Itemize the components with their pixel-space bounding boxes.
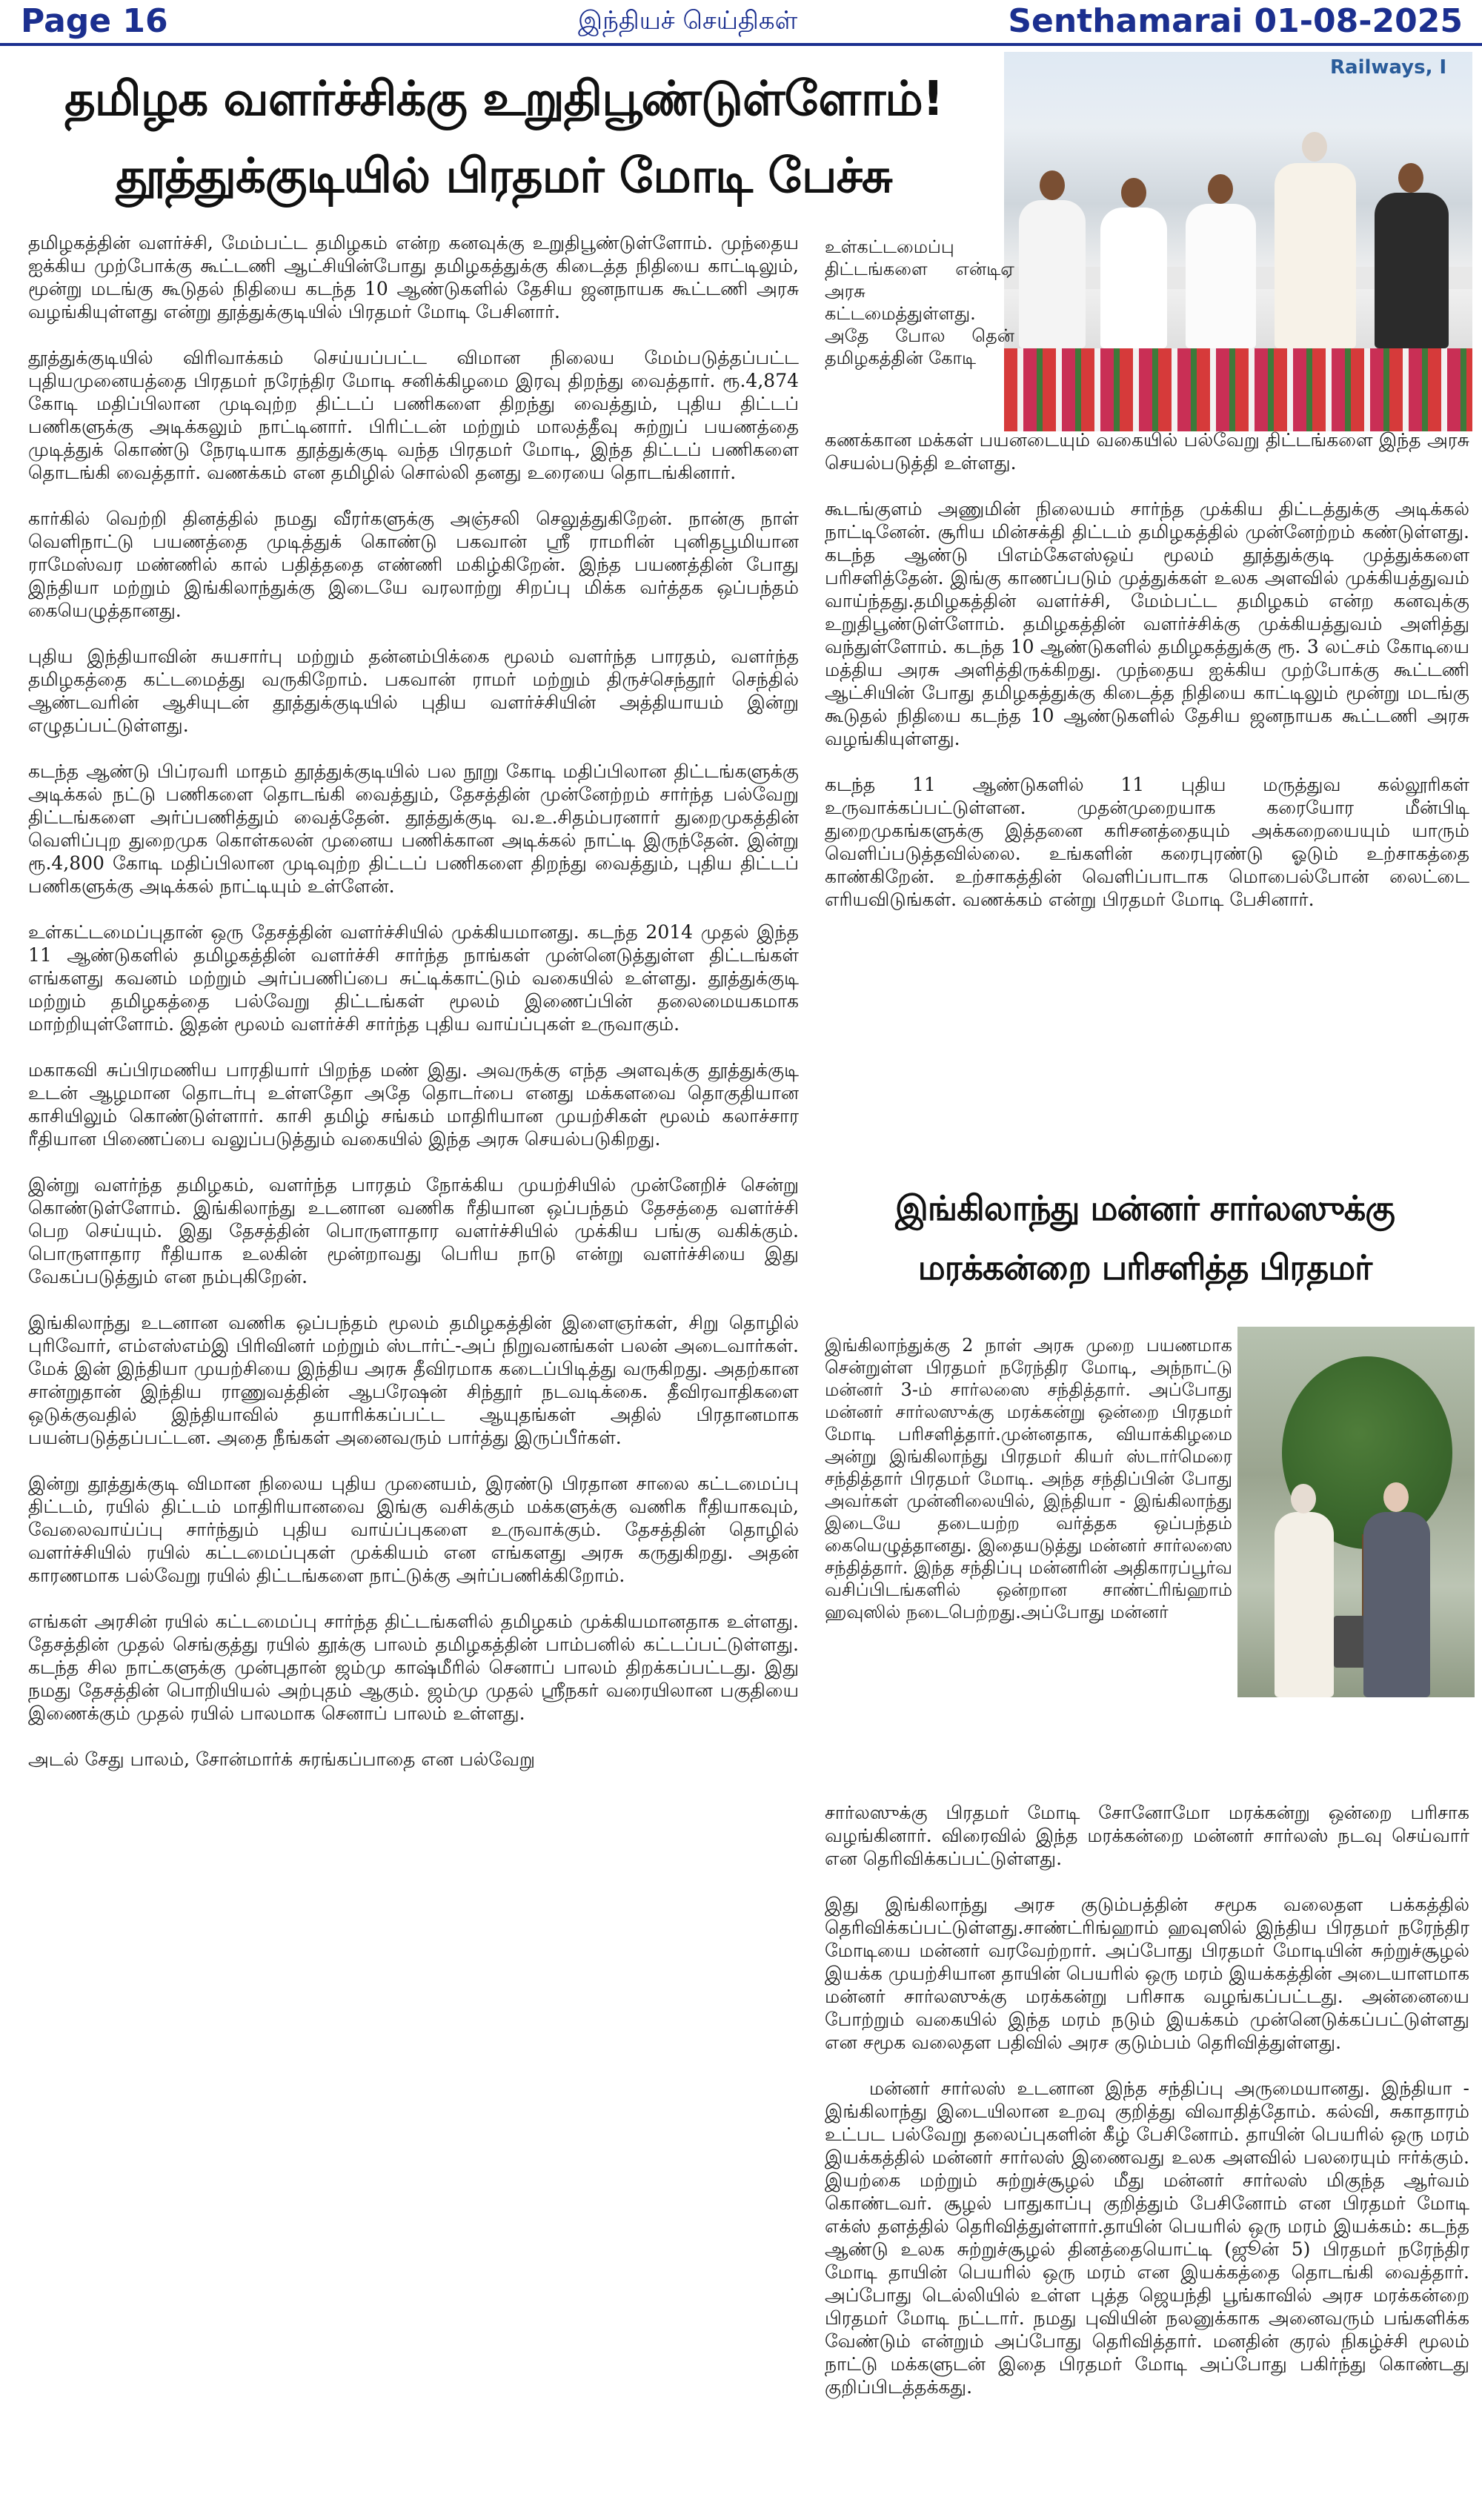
second-story-body <box>825 1801 1469 2513</box>
main-story-left-column <box>28 231 799 2514</box>
paragraph: இங்கிலாந்து உடனான வணிக ஒப்பந்தம் மூலம் தமிழகத்தின் இளைஞர்கள், சிறு தொழில் புரிவோர், எம்எஸ்எம்இ பிரிவினர் மற்றும் ஸ்டார்ட்-அப் நிறுவனங்கள் பலன் அடைவார்கள். மேக் இன் இந்தியா முயற்சியை இந்திய அரசு தீவிரமாக கடைப்பிடித்து வருகிறது. அதற்கான சான்றுதான் இந்திய ராணுவத்தின் ஆபரேஷன் சிந்தூர் நடவடிக்கை. தீவிரவாதிகளை ஒடுக்குவதில் இந்தியாவில் தயாரிக்கப்பட்ட ஆயுதங்கள் அதில் பிரதானமாக பயன்படுத்தப்பட்டன. அதை நீங்கள் அனைவரும் பார்த்து இருப்பீர்கள். <box>28 1312 799 1448</box>
header-rule <box>0 43 1482 46</box>
page-header <box>0 0 1482 43</box>
paragraph: கார்கில் வெற்றி தினத்தில் நமது வீரர்களுக்கு அஞ்சலி செலுத்துகிறேன். நான்கு நாள் வெளிநாட்டு பயணத்தை முடித்துக் கொண்டு பகவான் ஸ்ரீ ராமரின் புனிதபூமியான ராமேஸ்வர மண்ணில் கால் பதித்ததை எண்ணி மகிழ்கிறேன். இந்த பயணத்தின் போது இந்தியா மற்றும் இங்கிலாந்துக்கு இடையே வரலாற்று சிறப்பு மிக்க வர்த்தக ஒப்பந்தம் கையெழுத்தானது. <box>28 508 799 621</box>
main-story-narrow-text: உள்கட்டமைப்பு திட்டங்களை என்டிஏ அரசு கட்டமைத்துள்ளது. அதே போல தென் தமிழகத்தின் கோடி <box>825 236 1014 368</box>
person-head <box>1208 174 1233 204</box>
paragraph: இன்று வளர்ந்த தமிழகம், வளர்ந்த பாரதம் நோக்கிய முயற்சியில் முன்னேறிச் சென்று கொண்டுள்ளோம். இங்கிலாந்து உடனான வணிக ரீதியான ஒப்பந்தம் தேசத்தை வளர்ச்சி பெற செய்யும். இது தேசத்தின் பொருளாதார வளர்ச்சியில் முக்கிய பங்கு வகிக்கும். பொருளாதார ரீதியாக உலகின் மூன்றாவது பெரிய நாடு என்று வளர்ச்சியை இது வேகப்படுத்தும் என நம்புகிறேன். <box>28 1174 799 1287</box>
main-headline-line-1: தமிழக வளர்ச்சிக்கு உறுதிபூண்டுள்ளோம்! <box>64 72 943 127</box>
photo-banner-text: Railways, I <box>1330 56 1447 79</box>
prime-minister-head <box>1302 132 1327 162</box>
person-head <box>1121 178 1146 208</box>
main-headline <box>15 61 993 215</box>
paragraph: இன்று தூத்துக்குடி விமான நிலைய புதிய முனையம், இரண்டு பிரதான சாலை கட்டமைப்பு திட்டம், ரயில் திட்டம் மாதிரியானவை இங்கு வசிக்கும் மக்களுக்கு வணிக ரீதியாகவும், வேலைவாய்ப்பு சார்ந்தும் புதிய வாய்ப்புகளை உருவாக்கும். தேசத்தின் தொழில் வளர்ச்சியில் ரயில் கட்டமைப்புகள் முக்கியம் என எங்களது அரசு கருதுகிறது. அதன் காரணமாக பல்வேறு ரயில் திட்டங்களை நாட்டுக்கு அர்ப்பணிக்கிறோம். <box>28 1473 799 1586</box>
paragraph: கடந்த ஆண்டு பிப்ரவரி மாதம் தூத்துக்குடியில் பல நூறு கோடி மதிப்பிலான திட்டங்களுக்கு அடிக்கல் நட்டு பணிகளை தொடங்கி வைத்தும், தேசத்தின் முன்னேற்றம் சார்ந்த பல்வேறு திட்டங்களை அர்ப்பணித்தும் வைத்தேன். தூத்துக்குடி வ.உ.சிதம்பரனார் துறைமுகத்தின் வெளிப்புற துறைமுக கொள்கலன் முனைய பணிக்கான அடிக்கல் நாட்டி இருந்தேன். இன்று ரூ.4,800 கோடி மதிப்பிலான முடிவுற்ற திட்டப் பணிகளை திறந்து வைத்தும், புதிய திட்டப் பணிகளுக்கு அடிக்கல் நாட்டியும் உள்ளேன். <box>28 760 799 897</box>
paragraph: புதிய இந்தியாவின் சுயசார்பு மற்றும் தன்னம்பிக்கை மூலம் வளர்ந்த பாரதம், வளர்ந்த தமிழகத்தை கட்டமைத்து வருகிறோம். பகவான் ராமர் மற்றும் திருச்செந்தூர் செந்தில் ஆண்டவரின் ஆசியுடன் தூத்துக்குடியில் புதிய வளர்ச்சியின் அத்தியாயம் இன்று எழுதப்பட்டுள்ளது. <box>28 646 799 736</box>
event-photo <box>1004 52 1472 431</box>
person-head <box>1040 170 1065 200</box>
second-headline <box>819 1178 1471 1297</box>
person-figure <box>1375 193 1449 348</box>
paragraph: இது இங்கிலாந்து அரச குடும்பத்தின் சமூக வலைதள பக்கத்தில் தெரிவிக்கப்பட்டுள்ளது.சாண்ட்ரிங்ஹாம் ஹவுஸில் இந்திய பிரதமர் நரேந்திர மோடியை மன்னர் வரவேற்றார். அப்போது பிரதமர் மோடியின் சுற்றுச்சூழல் இயக்க முயற்சியான தாயின் பெயரில் ஒரு மரம் இயக்கத்தின் அடையாளமாக மன்னர் சார்லஸுக்கு மரக்கன்று பரிசாக வழங்கப்பட்டது. அன்னையை போற்றும் வகையில் இந்த மரம் நடும் இயக்கம் முன்னெடுக்கப்பட்டுள்ளது என சமூக வலைதள பதிவில் அரச குடும்பம் தெரிவித்துள்ளது. <box>825 1894 1469 2053</box>
person-figure <box>1019 200 1086 348</box>
main-story-narrow-column <box>825 236 1014 414</box>
paragraph: தூத்துக்குடியில் விரிவாக்கம் செய்யப்பட்ட விமான நிலைய மேம்படுத்தப்பட்ட புதியமுனையத்தை பிரதமர் நரேந்திர மோடி சனிக்கிழமை இரவு திறந்து வைத்தார். ரூ.4,874 கோடி மதிப்பிலான முடிவுற்ற திட்டப் பணிகளை திறந்து வைத்தும், புதிய திட்டப் பணிகளுக்கு அடிக்கலும் நாட்டினார். பிரிட்டன் மற்றும் மாலத்தீவு சுற்றுப் பயணத்தை முடித்துக் கொண்டு நேரடியாக தூத்துக்குடி வந்த பிரதமர் மோடி, இந்த திட்டப் பணிகளை தொடங்கி வைத்தார். வணக்கம் என தமிழில் சொல்லி தனது உரையை தொடங்கினார். <box>28 347 799 483</box>
section-name: இந்தியச் செய்திகள் <box>578 6 798 36</box>
prime-minister-figure <box>1275 1512 1334 1697</box>
paragraph: மகாகவி சுப்பிரமணிய பாரதியார் பிறந்த மண் இது. அவருக்கு எந்த அளவுக்கு தூத்துக்குடி உடன் ஆழமான தொடர்பு உள்ளதோ அதே தொடர்பை எனது மக்களவை தொகுதியான காசியிலும் கொண்டுள்ளார். காசி தமிழ் சங்கம் மாதிரியான முயற்சிகள் மூலம் கலாச்சார ரீதியான பிணைப்பை வலுப்படுத்தும் வகையில் இந்த அரசு செயல்படுகிறது. <box>28 1059 799 1150</box>
prime-minister-head <box>1291 1484 1316 1513</box>
king-figure <box>1363 1512 1430 1697</box>
paragraph: தமிழகத்தின் வளர்ச்சி, மேம்பட்ட தமிழகம் என்ற கனவுக்கு உறுதிபூண்டுள்ளோம். முந்தைய ஐக்கிய முற்போக்கு கூட்டணி ஆட்சியின்போது தமிழகத்துக்கு கிடைத்த நிதியை காட்டிலும், மூன்று மடங்கு கூடுதல் நிதியை கடந்த 10 ஆண்டுகளில் தேசிய ஜனநாயக கூட்டணி அரசு வழங்கியுள்ளது என்று தூத்துக்குடியில் பிரதமர் மோடி பேசினார். <box>28 232 799 322</box>
paragraph: கணக்கான மக்கள் பயனடையும் வகையில் பல்வேறு திட்டங்களை இந்த அரசு செயல்படுத்தி உள்ளது. <box>825 429 1469 474</box>
paragraph: சார்லஸுக்கு பிரதமர் மோடி சோனோமோ மரக்கன்று ஒன்றை பரிசாக வழங்கினார். விரைவில் இந்த மரக்கன்றை மன்னர் சார்லஸ் நடவு செய்வார் என தெரிவிக்கப்பட்டுள்ளது. <box>825 1802 1469 1869</box>
paragraph: கடந்த 11 ஆண்டுகளில் 11 புதிய மருத்துவ கல்லூரிகள் உருவாக்கப்பட்டுள்ளன. முதன்முறையாக கரையோர மீன்பிடி துறைமுகங்களுக்கு இத்தனை கரிசனத்தையும் அக்கறையையும் யாரும் வெளிப்படுத்தவில்லை. உங்களின் கரைபுரண்டு ஓடும் உற்சாகத்தை காண்கிறேன். உற்சாகத்தின் வெளிப்பாடாக மொபைல்போன் லைட்டை எரியவிடுங்கள். வணக்கம் என்று பிரதமர் மோடி பேசினார். <box>825 774 1469 910</box>
prime-minister-figure <box>1275 163 1356 348</box>
page-number: Page 16 <box>21 2 168 40</box>
main-headline-line-2: தூத்துக்குடியில் பிரதமர் மோடி பேச்சு <box>116 149 892 204</box>
person-head <box>1398 163 1423 193</box>
king-meeting-photo <box>1237 1327 1475 1697</box>
person-figure <box>1100 208 1167 348</box>
paragraph: எங்கள் அரசின் ரயில் கட்டமைப்பு சார்ந்த திட்டங்களில் தமிழகம் முக்கியமானதாக உள்ளது. தேசத்தின் முதல் செங்குத்து ரயில் தூக்கு பாலம் தமிழகத்தின் பாம்பனில் கட்டப்பட்டுள்ளது. கடந்த சில நாட்களுக்கு முன்புதான் ஜம்மு காஷ்மீரில் செனாப் பாலம் திறக்கப்பட்டது. இது நமது தேசத்தின் பொறியியல் அற்புதம் ஆகும். ஜம்மு முதல் ஸ்ரீநகர் வரையிலான பகுதியை இணைக்கும் முதல் ரயில் பாலமாக செனாப் பாலம் உள்ளது. <box>28 1611 799 1724</box>
main-story-right-column <box>825 428 1469 1170</box>
paragraph: உள்கட்டமைப்புதான் ஒரு தேசத்தின் வளர்ச்சியில் முக்கியமானது. கடந்த 2014 முதல் இந்த 11 ஆண்டுகளில் தமிழகத்தின் வளர்ச்சி சார்ந்த நாங்கள் முன்னெடுத்துள்ள திட்டங்கள் எங்களது கவனம் மற்றும் அர்ப்பணிப்பை சுட்டிக்காட்டும் வகையில் உள்ளது. தூத்துக்குடி மற்றும் தமிழகத்தை பல்வேறு திட்டங்கள் மூலம் இணைப்பின் தலைமையகமாக மாற்றியுள்ளோம். இதன் மூலம் வளர்ச்சி சார்ந்த புதிய வாய்ப்புகள் உருவாகும். <box>28 921 799 1035</box>
paragraph: மன்னர் சார்லஸ் உடனான இந்த சந்திப்பு அருமையானது. இந்தியா - இங்கிலாந்து இடையிலான உறவு குறித்து விவாதித்தோம். கல்வி, சுகாதாரம் உட்பட பல்வேறு தலைப்புகளின் கீழ் பேசினோம். தாயின் பெயரில் ஒரு மரம் இயக்கத்தில் மன்னர் சார்லஸ் இணைவது உலக அளவில் பலரையும் ஈர்க்கும். இயற்கை மற்றும் சுற்றுச்சூழல் மீது மன்னர் சார்லஸ் மிகுந்த ஆர்வம் கொண்டவர். சூழல் பாதுகாப்பு குறித்தும் பேசினோம் என பிரதமர் மோடி எக்ஸ் தளத்தில் தெரிவித்துள்ளார்.தாயின் பெயரில் ஒரு மரம் இயக்கம்: கடந்த ஆண்டு உலக சுற்றுச்சூழல் தினத்தையொட்டி (ஜூன் 5) பிரதமர் நரேந்திர மோடி தாயின் பெயரில் ஒரு மரம் என இயக்கத்தை தொடங்கி வைத்தார். அப்போது டெல்லியில் உள்ள புத்த ஜெயந்தி பூங்காவில் அரச மரக்கன்றை பிரதமர் மோடி நட்டார். நமது புவியின் நலனுக்காக அனைவரும் பங்களிக்க வேண்டும் என்றும் அப்போது தெரிவித்தார். மனதின் குரல் நிகழ்ச்சி மூலம் நாட்டு மக்களுடன் இதை பிரதமர் மோடி அப்போது பகிர்ந்து கொண்டது குறிப்பிடத்தக்கது. <box>825 2078 1469 2398</box>
paragraph: அடல் சேது பாலம், சோன்மார்க் சுரங்கப்பாதை என பல்வேறு <box>28 1748 535 1770</box>
king-head <box>1383 1482 1409 1512</box>
second-headline-line-2: மரக்கன்றை பரிசளித்த பிரதமர் <box>917 1247 1372 1287</box>
second-headline-line-1: இங்கிலாந்து மன்னர் சார்லஸுக்கு <box>895 1188 1395 1228</box>
masthead-date: Senthamarai 01-08-2025 <box>1008 2 1463 40</box>
paragraph: கூடங்குளம் அணுமின் நிலையம் சார்ந்த முக்கிய திட்டத்துக்கு அடிக்கல் நாட்டினேன். சூரிய மின்சக்தி திட்டம் தமிழகத்தில் முன்னேற்றம் கண்டுள்ளது. கடந்த ஆண்டு பிஎம்கேஎஸ்ஒய் மூலம் தூத்துக்குடி முத்துக்களை பரிசளித்தேன். இங்கு காணப்படும் முத்துக்கள் உலக அளவில் முக்கியத்துவம் வாய்ந்தது.தமிழகத்தின் வளர்ச்சி, மேம்பட்ட தமிழகம் என்ற கனவுக்கு உறுதிபூண்டுள்ளோம். தமிழகத்தின் வளர்ச்சிக்கு முக்கியத்துவம் அளித்து வந்துள்ளோம். கடந்த 10 ஆண்டுகளில் தமிழகத்துக்கு ரூ. 3 லட்சம் கோடியை மத்திய அரசு அளித்திருக்கிறது. முந்தைய ஐக்கிய முற்போக்கு கூட்டணி ஆட்சியின் போது தமிழகத்துக்கு கிடைத்த நிதியை காட்டிலும் மூன்று மடங்கு கூடுதல் நிதியை கடந்த 10 ஆண்டுகளில் தேசிய ஜனநாயக கூட்டணி அரசு வழங்கியுள்ளது. <box>825 498 1469 749</box>
person-figure <box>1186 204 1256 348</box>
second-story-narrow-text: இங்கிலாந்துக்கு 2 நாள் அரசு முறை பயணமாக சென்றுள்ள பிரதமர் நரேந்திர மோடி, அந்நாட்டு மன்னர் 3-ம் சார்லஸை சந்தித்தார். அப்போது மன்னர் சார்லஸுக்கு மரக்கன்று ஒன்றை பிரதமர் மோடி பரிசளித்தார்.முன்னதாக, வியாக்கிழமை அன்று இங்கிலாந்து பிரதமர் கியர் ஸ்டார்மெரை சந்தித்தார் பிரதமர் மோடி. அந்த சந்திப்பின் போது அவர்கள் முன்னிலையில், இந்தியா - இங்கிலாந்து இடையே தடையற்ற வர்த்தக ஒப்பந்தம் கையெழுத்தானது. இதையடுத்து மன்னர் சார்லஸை சந்தித்தார். இந்த சந்திப்பு மன்னரின் அதிகாரப்பூர்வ வசிப்பிடங்களில் ஒன்றான சாண்ட்ரிங்ஹாம் ஹவுஸில் நடைபெற்றது.அப்போது மன்னர் <box>825 1335 1232 1622</box>
flower-decoration <box>1004 348 1472 431</box>
second-story-narrow-column <box>825 1334 1232 1794</box>
